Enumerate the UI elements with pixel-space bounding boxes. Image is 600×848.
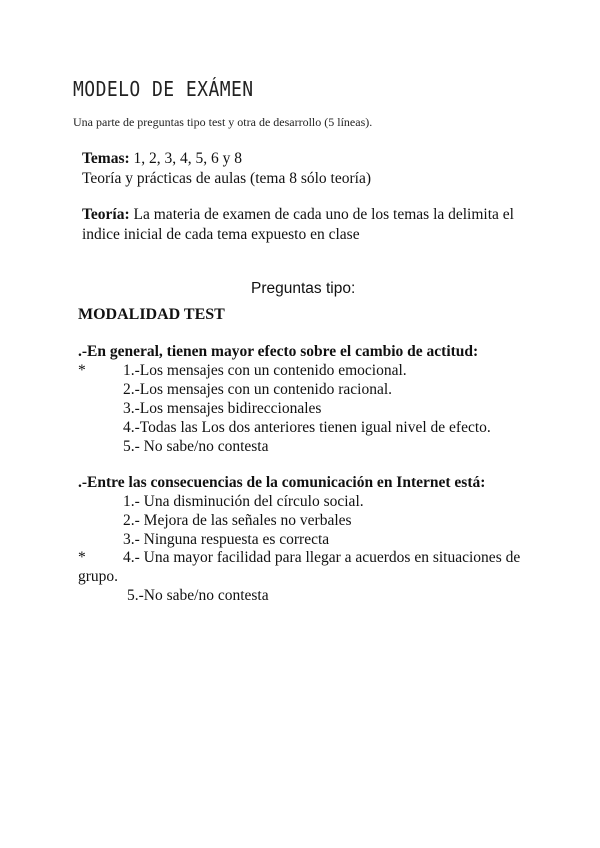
question-2-option-4: 4.- Una mayor facilidad para llegar a acuerdos en situaciones de <box>123 549 521 566</box>
question-2-option-1: 1.- Una disminución del círculo social. <box>123 493 364 510</box>
temas-label: Temas: <box>82 150 130 167</box>
teoria-line <box>82 206 514 224</box>
question-2-option-2: 2.- Mejora de las señales no verbales <box>123 512 352 529</box>
temas-value: 1, 2, 3, 4, 5, 6 y 8 <box>129 150 243 167</box>
teoria-text: La materia de examen de cada uno de los temas la delimita el <box>129 206 514 223</box>
question-1-option-3: 3.-Los mensajes bidireccionales <box>123 400 322 417</box>
question-1-option-4: 4.-Todas las Los dos anteriores tienen igual nivel de efecto. <box>123 419 491 436</box>
modalidad-heading: MODALIDAD TEST <box>78 306 225 323</box>
question-2-option-3: 3.- Ninguna respuesta es correcta <box>123 531 330 548</box>
question-1-marker: * <box>78 362 86 379</box>
temas-detail: Teoría y prácticas de aulas (tema 8 sólo teoría) <box>82 170 371 187</box>
question-2-marker: * <box>78 549 86 566</box>
exam-description: Una parte de preguntas tipo test y otra de desarrollo (5 líneas). <box>73 115 373 129</box>
question-1-option-2: 2.-Los mensajes con un contenido racional. <box>123 381 393 398</box>
question-2-option-5: 5.-No sabe/no contesta <box>127 587 269 604</box>
section-title: Preguntas tipo: <box>251 280 356 297</box>
question-1-option-1: 1.-Los mensajes con un contenido emocional. <box>123 362 407 379</box>
question-2-text: .-Entre las consecuencias de la comunicación en Internet está: <box>78 474 486 491</box>
page-title: MODELO DE EXÁMEN <box>73 77 254 101</box>
question-1-text: .-En general, tienen mayor efecto sobre el cambio de actitud: <box>78 343 479 360</box>
question-1-option-5: 5.- No sabe/no contesta <box>123 438 269 455</box>
teoria-label: Teoría: <box>82 206 130 223</box>
question-2-option-4-cont: grupo. <box>78 568 119 585</box>
temas-line <box>82 150 242 168</box>
teoria-text-cont: indice inicial de cada tema expuesto en clase <box>82 226 360 243</box>
